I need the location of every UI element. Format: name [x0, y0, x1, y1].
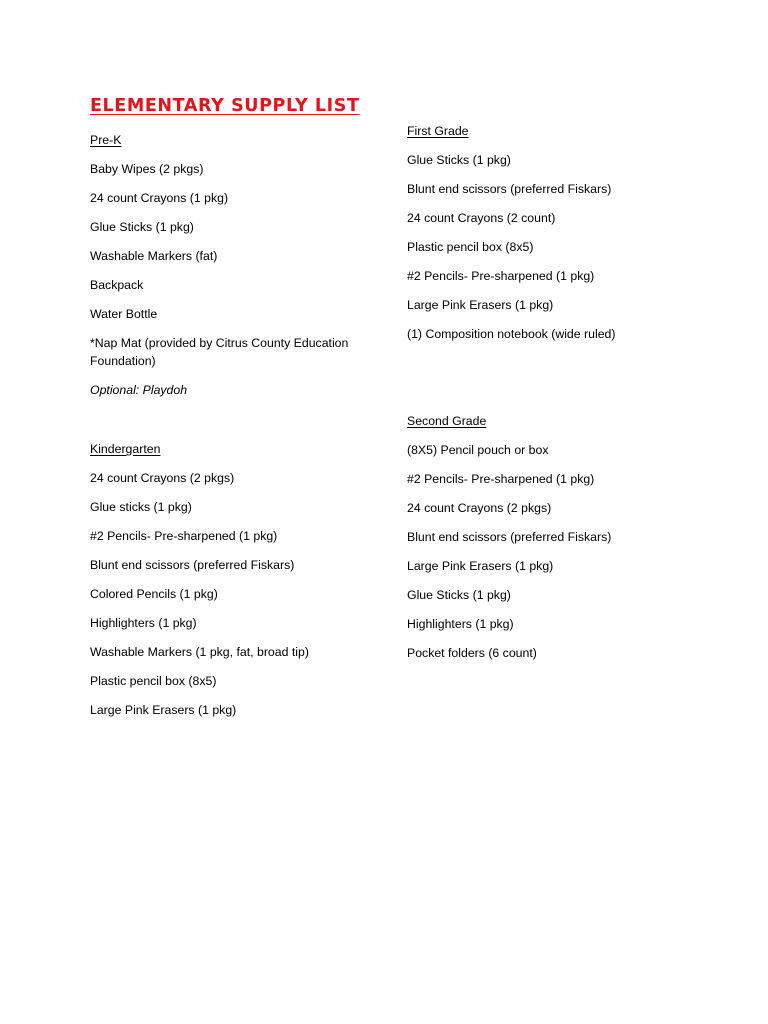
list-item: 24 count Crayons (2 pkgs) [407, 501, 552, 515]
list-item: Glue sticks (1 pkg) [90, 500, 192, 514]
list-item: Glue Sticks (1 pkg) [90, 220, 194, 234]
list-item: Washable Markers (1 pkg, fat, broad tip) [90, 645, 309, 659]
list-item: Blunt end scissors (preferred Fiskars) [407, 182, 612, 196]
list-item: Pocket folders (6 count) [407, 646, 537, 660]
item-list-prek [90, 160, 380, 399]
section-second-grade [407, 412, 611, 662]
section-first-grade [407, 122, 615, 343]
section-heading-kindergarten: Kindergarten [90, 442, 161, 456]
list-item: #2 Pencils- Pre-sharpened (1 pkg) [407, 269, 595, 283]
list-item: Large Pink Erasers (1 pkg) [407, 298, 554, 312]
list-item: Blunt end scissors (preferred Fiskars) [90, 558, 295, 572]
list-item: Highlighters (1 pkg) [90, 616, 197, 630]
list-item: #2 Pencils- Pre-sharpened (1 pkg) [90, 529, 278, 543]
list-item: 24 count Crayons (1 pkg) [90, 191, 229, 205]
section-prek [90, 131, 380, 399]
list-item: (8X5) Pencil pouch or box [407, 443, 549, 457]
list-item: Colored Pencils (1 pkg) [90, 587, 218, 601]
section-heading-second-grade: Second Grade [407, 414, 487, 428]
list-item: Baby Wipes (2 pkgs) [90, 162, 204, 176]
item-list-first-grade [407, 151, 615, 343]
list-item-optional: Optional: Playdoh [90, 383, 188, 397]
list-item: 24 count Crayons (2 pkgs) [90, 471, 235, 485]
list-item: Large Pink Erasers (1 pkg) [407, 559, 554, 573]
list-item: Glue Sticks (1 pkg) [407, 588, 511, 602]
list-item: Water Bottle [90, 307, 158, 321]
list-item: Blunt end scissors (preferred Fiskars) [407, 530, 612, 544]
page-title: ELEMENTARY SUPPLY LIST [90, 96, 360, 116]
list-item: Washable Markers (fat) [90, 249, 218, 263]
list-item: Plastic pencil box (8x5) [407, 240, 534, 254]
list-item: Glue Sticks (1 pkg) [407, 153, 511, 167]
list-item: #2 Pencils- Pre-sharpened (1 pkg) [407, 472, 595, 486]
list-item: Large Pink Erasers (1 pkg) [90, 703, 237, 717]
section-heading-prek: Pre-K [90, 133, 122, 147]
item-list-second-grade [407, 441, 611, 662]
list-item: 24 count Crayons (2 count) [407, 211, 556, 225]
list-item: (1) Composition notebook (wide ruled) [407, 327, 616, 341]
section-kindergarten [90, 440, 309, 719]
section-heading-first-grade: First Grade [407, 124, 469, 138]
item-list-kindergarten [90, 469, 309, 719]
list-item: Highlighters (1 pkg) [407, 617, 514, 631]
list-item: Backpack [90, 278, 144, 292]
list-item: *Nap Mat (provided by Citrus County Education Foundation) [90, 336, 349, 368]
list-item: Plastic pencil box (8x5) [90, 674, 217, 688]
